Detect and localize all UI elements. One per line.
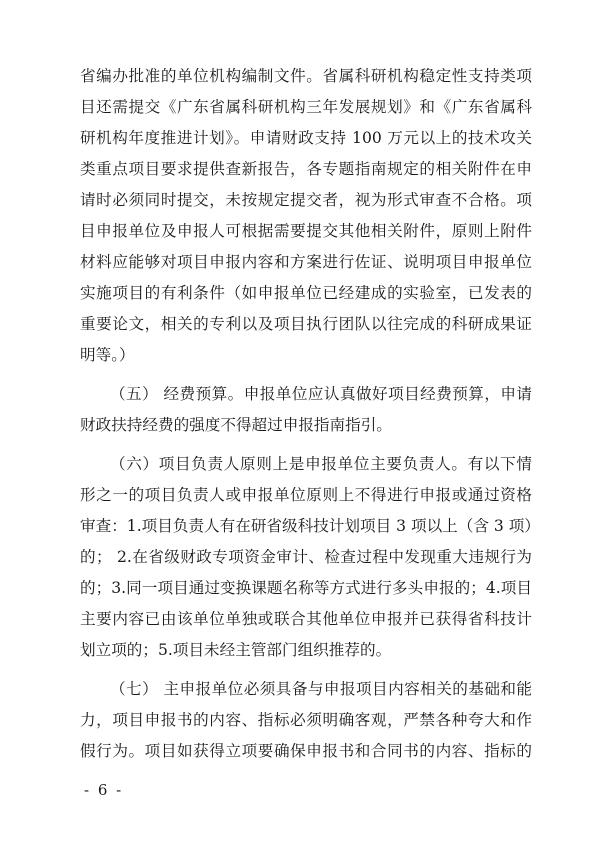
text-line: 财政扶持经费的强度不得超过申报指南指引。 [80, 416, 392, 434]
text-line: 假行为。项目如获得立项要确保申报书和合同书的内容、指标的 [80, 742, 532, 760]
text-line: 省编办批准的单位机构编制文件。省属科研机构稳定性支持类项 [80, 67, 532, 85]
paragraph-applicant-capability [80, 674, 532, 767]
text-line: 实施项目的有利条件（如申报单位已经建成的实验室，已发表的 [80, 284, 532, 302]
text-line: 研机构年度推进计划》。申请财政支持 100 万元以上的技术攻关 [80, 129, 532, 147]
text-line: 形之一的项目负责人或申报单位原则上不得进行申报或通过资格 [80, 486, 532, 504]
text-line: 的；3.同一项目通过变换课题名称等方式进行多头申报的；4.项目 [80, 579, 532, 597]
text-line: 明等。） [80, 346, 135, 364]
text-line: （七） 主申报单位必须具备与申报项目内容相关的基础和能 [110, 680, 532, 698]
text-line: 材料应能够对项目申报内容和方案进行佐证、说明项目申报单位 [80, 253, 532, 271]
text-line: 类重点项目要求提供查新报告，各专题指南规定的相关附件在申 [80, 160, 532, 178]
page-number: - 6 - [84, 781, 124, 799]
paragraph-budget [80, 379, 532, 441]
document-body [80, 61, 540, 775]
text-line: 审查：1.项目负责人有在研省级科技计划项目 3 项以上（含 3 项） [80, 517, 540, 535]
text-line: 力，项目申报书的内容、指标必须明确客观，严禁各种夸大和作 [80, 711, 532, 729]
text-line: 目申报单位及申报人可根据需要提交其他相关附件，原则上附件 [80, 222, 532, 240]
text-line: 请时必须同时提交，未按规定提交者，视为形式审查不合格。项 [80, 191, 532, 209]
text-line: 的； 2.在省级财政专项资金审计、检查过程中发现重大违规行为 [80, 548, 532, 566]
text-line: （六）项目负责人原则上是申报单位主要负责人。有以下情 [110, 455, 532, 473]
text-line: （五） 经费预算。申报单位应认真做好项目经费预算，申请 [110, 385, 532, 403]
paragraph-project-leader [80, 449, 540, 666]
text-line: 主要内容已由该单位单独或联合其他单位申报并已获得省科技计 [80, 610, 532, 628]
text-line: 重要论文，相关的专利以及项目执行团队以往完成的科研成果证 [80, 315, 532, 333]
text-line: 目还需提交《广东省属科研机构三年发展规划》和《广东省属科 [80, 98, 532, 116]
text-line: 划立项的；5.项目未经主管部门组织推荐的。 [80, 641, 392, 659]
paragraph-attachments [80, 61, 532, 371]
